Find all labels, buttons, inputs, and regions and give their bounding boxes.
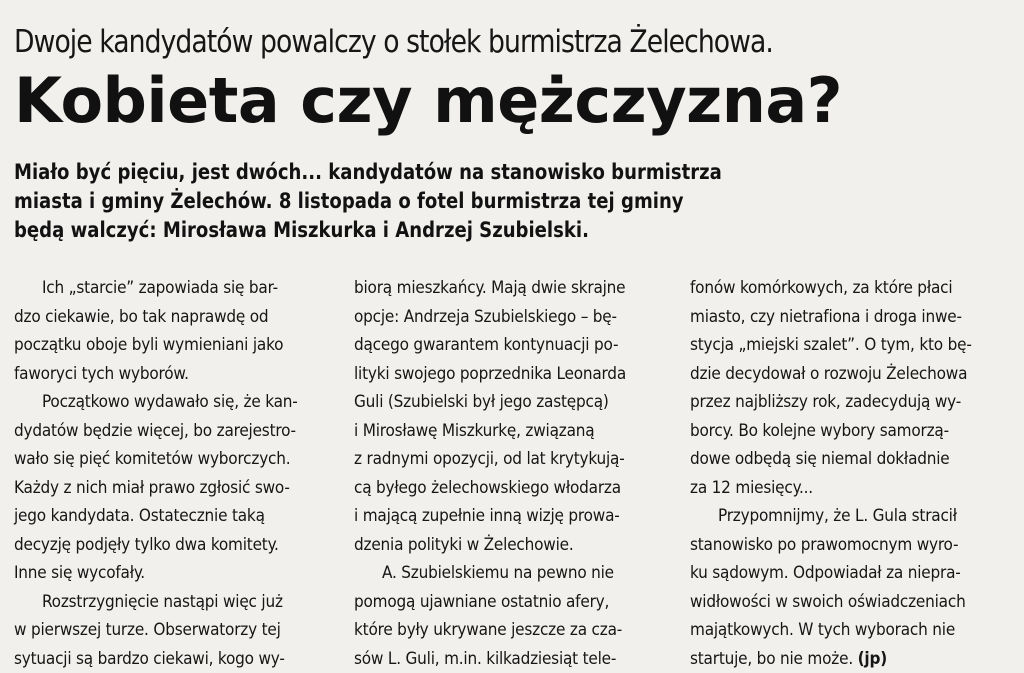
body-line: początku oboje byli wymieniani jako bbox=[14, 331, 330, 360]
body-line: biorą mieszkańcy. Mają dwie skrajne bbox=[354, 274, 670, 303]
body-line: majątkowych. W tych wyborach nie bbox=[690, 616, 1010, 645]
body-line: dydatów będzie więcej, bo zarejestro- bbox=[14, 417, 330, 446]
article-kicker: Dwoje kandydatów powalczy o stołek burmistrza Żelechowa. bbox=[14, 24, 874, 60]
lead-line: Miało być pięciu, jest dwóch... kandydatów na stanowisko burmistrza bbox=[14, 158, 874, 187]
body-line: dzie decydował o rozwoju Żelechowa bbox=[690, 360, 1010, 389]
body-line: fonów komórkowych, za które płaci bbox=[690, 274, 1010, 303]
article-column-1 bbox=[14, 274, 330, 673]
body-line: przez najbliższy rok, zadecydują wy- bbox=[690, 388, 1010, 417]
body-line-text: startuje, bo nie może. bbox=[690, 649, 853, 669]
body-line: lityki swojego poprzednika Leonarda bbox=[354, 360, 670, 389]
body-line: opcje: Andrzeja Szubielskiego – bę- bbox=[354, 303, 670, 332]
article-column-3 bbox=[690, 274, 1010, 673]
body-line: Przypomnijmy, że L. Gula stracił bbox=[690, 502, 1010, 531]
body-line: dącego gwarantem kontynuacji po- bbox=[354, 331, 670, 360]
body-line: ku sądowym. Odpowiadał za niepra- bbox=[690, 559, 1010, 588]
body-line: A. Szubielskiemu na pewno nie bbox=[354, 559, 670, 588]
article-lead bbox=[14, 158, 1014, 245]
body-line: Inne się wycofały. bbox=[14, 559, 330, 588]
body-line: sów L. Guli, m.in. kilkadziesiąt tele- bbox=[354, 645, 670, 673]
body-line: dzenia polityki w Żelechowie. bbox=[354, 531, 670, 560]
article-headline: Kobieta czy mężczyzna? bbox=[14, 70, 842, 132]
body-line: Ich „starcie” zapowiada się bar- bbox=[14, 274, 330, 303]
body-line: jego kandydata. Ostatecznie taką bbox=[14, 502, 330, 531]
body-line-final bbox=[690, 645, 1010, 673]
author-signature: (jp) bbox=[858, 649, 887, 669]
body-line: sytuacji są bardzo ciekawi, kogo wy- bbox=[14, 645, 330, 673]
body-line: stycja „miejski szalet”. O tym, kto bę- bbox=[690, 331, 1010, 360]
body-line: Guli (Szubielski był jego zastępcą) bbox=[354, 388, 670, 417]
body-line: w pierwszej turze. Obserwatorzy tej bbox=[14, 616, 330, 645]
body-line: Rozstrzygnięcie nastąpi więc już bbox=[14, 588, 330, 617]
body-line: faworyci tych wyborów. bbox=[14, 360, 330, 389]
article-column-2 bbox=[354, 274, 670, 673]
body-line: dzo ciekawie, bo tak naprawdę od bbox=[14, 303, 330, 332]
body-line: i Mirosławę Miszkurkę, związaną bbox=[354, 417, 670, 446]
body-line: i mającą zupełnie inną wizję prowa- bbox=[354, 502, 670, 531]
body-line: dowe odbędą się niemal dokładnie bbox=[690, 445, 1010, 474]
lead-line: miasta i gminy Żelechów. 8 listopada o fotel burmistrza tej gminy bbox=[14, 187, 874, 216]
body-line: cą byłego żelechowskiego włodarza bbox=[354, 474, 670, 503]
lead-line: będą walczyć: Mirosława Miszkurka i Andrzej Szubielski. bbox=[14, 216, 874, 245]
body-line: decyzję podjęły tylko dwa komitety. bbox=[14, 531, 330, 560]
body-line: widłowości w swoich oświadczeniach bbox=[690, 588, 1010, 617]
body-line: z radnymi opozycji, od lat krytykują- bbox=[354, 445, 670, 474]
body-line: pomogą ujawniane ostatnio afery, bbox=[354, 588, 670, 617]
body-line: Każdy z nich miał prawo zgłosić swo- bbox=[14, 474, 330, 503]
body-line: borcy. Bo kolejne wybory samorzą- bbox=[690, 417, 1010, 446]
body-line: które były ukrywane jeszcze za cza- bbox=[354, 616, 670, 645]
body-line: wało się pięć komitetów wyborczych. bbox=[14, 445, 330, 474]
body-line: Początkowo wydawało się, że kan- bbox=[14, 388, 330, 417]
body-line: miasto, czy nietrafiona i droga inwe- bbox=[690, 303, 1010, 332]
body-line: stanowisko po prawomocnym wyro- bbox=[690, 531, 1010, 560]
body-line: za 12 miesięcy... bbox=[690, 474, 1010, 503]
